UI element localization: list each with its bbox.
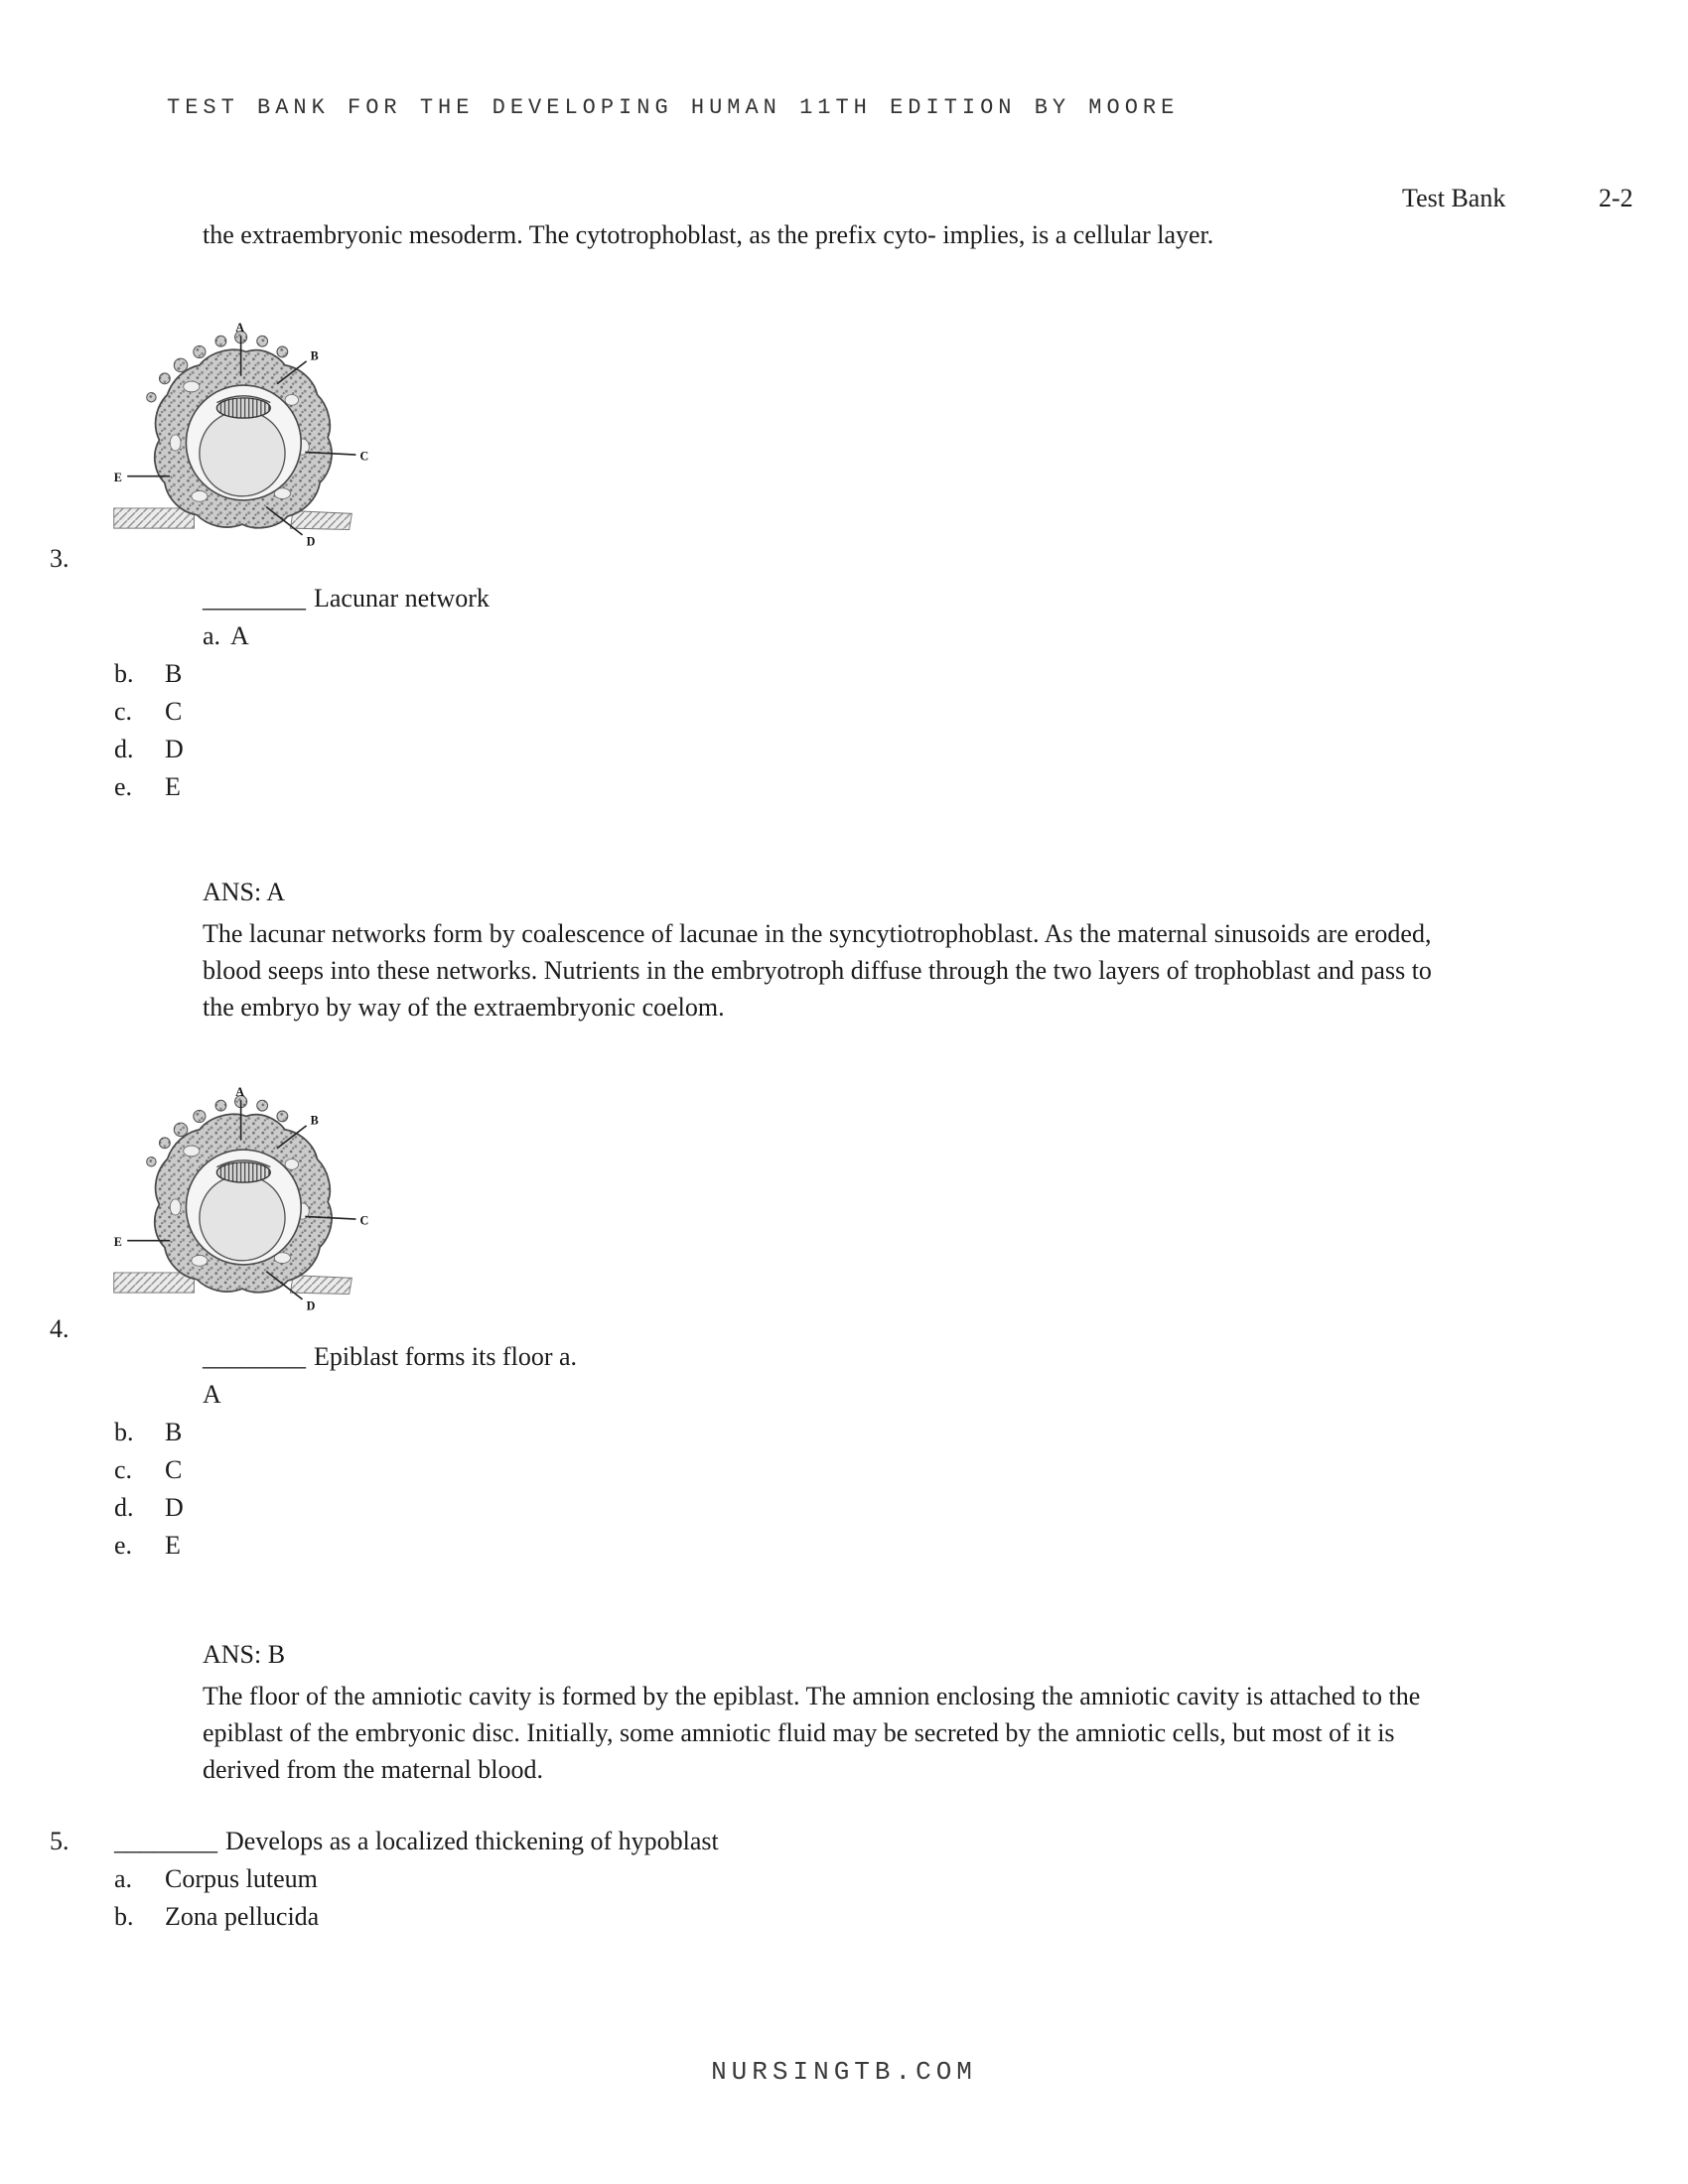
blastocyst-cavity (200, 1175, 285, 1261)
answer-option (114, 1902, 319, 1940)
figure-label-d-icon: D (306, 1298, 316, 1313)
question-4-rationale: The floor of the amniotic cavity is formed by the epiblast. The amnion enclosing the amniotic cavity is attached to the epiblast of the embryonic disc. Initially, some amniotic fluid may be secreted by the amniotic cells, but most of it is derived from the maternal blood. (203, 1682, 1421, 1784)
option-text: C (165, 1455, 183, 1484)
option-text: D (165, 735, 184, 763)
option-letter: e. (114, 1531, 133, 1560)
question-5-stem: Develops as a localized thickening of hypoblast (225, 1827, 719, 1855)
option-text: B (165, 659, 183, 688)
footer-watermark: NURSINGTB.COM (711, 2057, 977, 2087)
question-4-stem-line (203, 1342, 577, 1372)
question-4-answer: ANS: B (203, 1640, 286, 1669)
option-letter: b. (114, 659, 134, 688)
question-3-options (114, 659, 184, 810)
option-letter: c. (114, 697, 133, 726)
option-text: A (230, 621, 249, 650)
option-text: E (165, 772, 181, 801)
option-letter: b. (114, 1902, 134, 1931)
figure-label-c-icon: C (359, 449, 369, 464)
question-4-stem: Epiblast forms its floor a. (314, 1342, 578, 1371)
option-text: Corpus luteum (165, 1864, 318, 1893)
option-letter: a. (114, 1864, 133, 1893)
embryo-diagram-1 (111, 320, 381, 570)
question-4-options (114, 1418, 184, 1569)
figure-label-c-icon: C (359, 1213, 369, 1228)
document-header-title: TEST BANK FOR THE DEVELOPING HUMAN 11TH EDITION BY MOORE (167, 95, 1180, 120)
question-4-option-a (203, 1380, 221, 1410)
question-3-blank: ________ (203, 584, 306, 613)
figure-label-a-icon: A (235, 1085, 244, 1100)
intro-paragraph: the extraembryonic mesoderm. The cytotrophoblast, as the prefix cyto- implies, is a cellular layer. (203, 220, 1214, 249)
embryonic-disc (216, 398, 270, 418)
answer-option (114, 772, 184, 810)
figure-label-d-icon: D (306, 534, 316, 549)
figure-label-e-icon: E (113, 471, 122, 485)
option-text: B (165, 1418, 183, 1446)
question-5-number: 5. (50, 1827, 70, 1855)
option-letter: d. (114, 1493, 134, 1522)
figure-label-b-icon: B (310, 1113, 319, 1128)
question-4-blank: ________ (203, 1342, 306, 1371)
answer-option (114, 735, 184, 772)
option-letter: e. (114, 772, 133, 801)
question-3-stem: Lacunar network (314, 584, 490, 613)
question-4-number: 4. (50, 1314, 70, 1343)
question-3-rationale: The lacunar networks form by coalescence of lacunae in the syncytiotrophoblast. As the maternal sinusoids are eroded, blood seeps into these networks. Nutrients in the embryotroph diffuse through the two layers of trophoblast and pass to the embryo by way of the extraembryonic coelom. (203, 919, 1432, 1022)
answer-option (114, 697, 184, 735)
option-text: D (165, 1493, 184, 1522)
option-letter: b. (114, 1418, 134, 1446)
answer-option (114, 1864, 319, 1902)
option-letter: d. (114, 735, 134, 763)
question-3-stem-line (203, 584, 490, 614)
question-3-answer: ANS: A (203, 878, 286, 906)
option-text: E (165, 1531, 181, 1560)
answer-option (114, 1455, 184, 1493)
option-text: C (165, 697, 183, 726)
figure-label-a-icon: A (235, 321, 244, 336)
embryo-diagram-2 (111, 1084, 381, 1334)
answer-option (114, 1418, 184, 1455)
blastocyst-cavity (200, 411, 285, 496)
option-letter: c. (114, 1455, 133, 1484)
option-text: Zona pellucida (165, 1902, 320, 1931)
figure-label-b-icon: B (310, 348, 319, 363)
figure-label-e-icon: E (113, 1235, 122, 1250)
question-5-stem-line (114, 1827, 719, 1856)
question-5-blank: ________ (114, 1827, 217, 1855)
page-number: 2-2 (1599, 184, 1633, 212)
answer-option (114, 1531, 184, 1569)
question-5-options (114, 1864, 319, 1940)
answer-option (114, 659, 184, 697)
testbank-label: Test Bank (1402, 184, 1506, 212)
option-letter: a. (203, 621, 221, 650)
embryonic-disc (216, 1162, 270, 1182)
answer-option (114, 1493, 184, 1531)
option-text: A (203, 1380, 221, 1409)
question-3-number: 3. (50, 544, 70, 573)
question-3-option-a (203, 621, 249, 651)
